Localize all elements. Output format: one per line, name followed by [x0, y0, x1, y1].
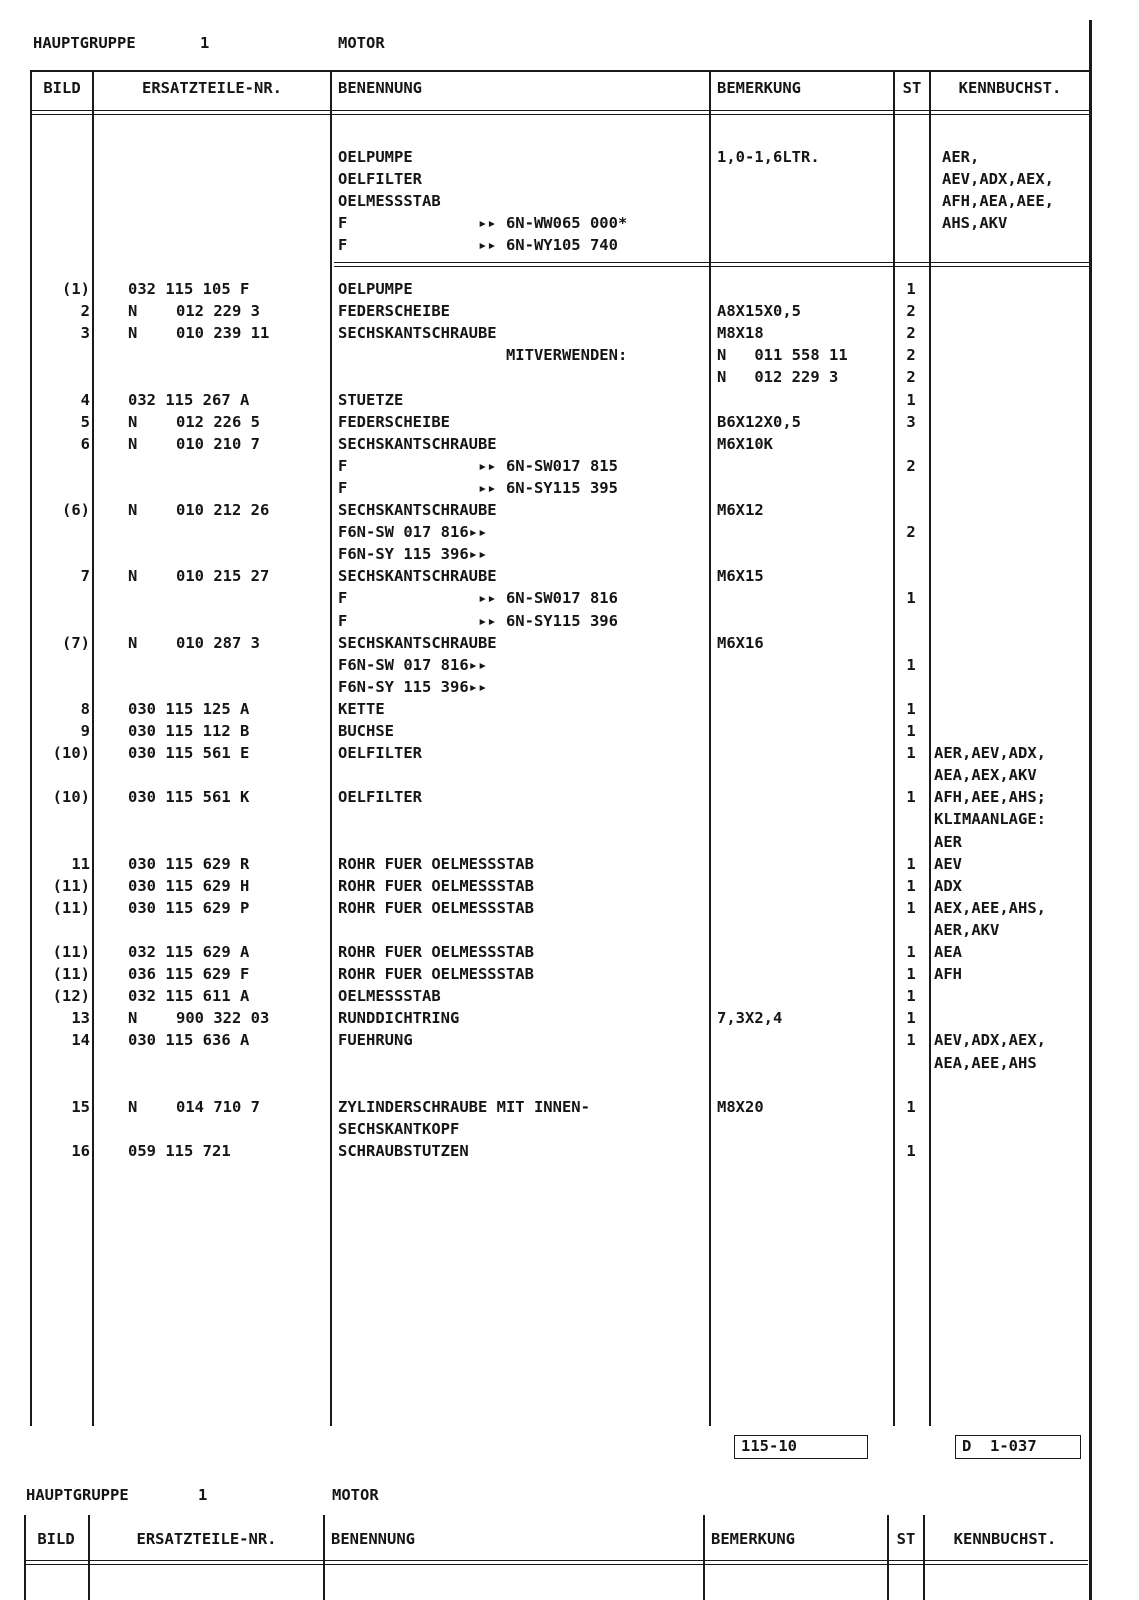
row-part-number: 036 115 629 F — [128, 965, 250, 984]
row-st: 2 — [906, 523, 916, 542]
col-header-kennbuchst: KENNBUCHST. — [958, 79, 1062, 97]
row-part-number: 012 229 3 — [176, 302, 260, 321]
row-n-marker: N — [128, 324, 138, 343]
repeat-col-divider-benennung — [703, 1515, 705, 1600]
row-benennung: F6N-SY 115 396▸▸ — [338, 677, 488, 696]
row-bemerkung: A8X15X0,5 — [717, 302, 801, 321]
row-part-number: 010 239 11 — [176, 324, 270, 343]
row-part-number: 030 115 561 K — [128, 788, 250, 807]
row-n-marker: N — [128, 501, 138, 519]
col-header-bild: BILD — [43, 79, 81, 97]
header-double-rule — [30, 110, 1090, 115]
page-ref-box: 115-10 — [734, 1435, 868, 1459]
col-header-st: ST — [902, 79, 922, 97]
row-bild: 5 — [80, 412, 90, 431]
row-bemerkung: M6X16 — [717, 633, 764, 652]
row-bild: 2 — [80, 302, 90, 321]
row-kennbuchst: AER,AEV,ADX, — [934, 744, 1046, 763]
row-benennung: F6N-SW 017 816▸▸ — [338, 523, 488, 542]
row-kennbuchst: KLIMAANLAGE: — [934, 810, 1046, 829]
row-part-number: 030 115 629 P — [128, 898, 250, 917]
row-bild: 4 — [80, 390, 90, 409]
row-st: 1 — [906, 1141, 916, 1160]
group-title: MOTOR — [338, 34, 385, 52]
row-st: 2 — [906, 456, 916, 475]
repeat-col-divider-st — [923, 1515, 925, 1600]
row-bild: 13 — [71, 1009, 90, 1028]
hauptgruppe-label: HAUPTGRUPPE — [33, 34, 136, 52]
col-divider-nr — [330, 70, 332, 1426]
row-benennung: OELFILTER — [338, 788, 422, 807]
repeat-col-header-bild: BILD — [37, 1530, 75, 1548]
row-benennung: ROHR FUER OELMESSSTAB — [338, 898, 534, 917]
row-part-number: 010 287 3 — [176, 633, 260, 652]
row-part-number: 030 115 125 A — [128, 699, 250, 718]
row-benennung: F ▸▸ 6N-SY115 396 — [338, 611, 618, 630]
row-kennbuchst: AEX,AEE,AHS, — [934, 898, 1046, 917]
row-part-number: 010 210 7 — [176, 434, 260, 453]
row-st: 3 — [906, 412, 916, 431]
row-st: 1 — [906, 1097, 916, 1116]
row-kennbuchst: AEA,AEE,AHS — [934, 1053, 1037, 1072]
row-benennung: RUNDDICHTRING — [338, 1009, 460, 1028]
row-st: 1 — [906, 390, 916, 409]
row-benennung: STUETZE — [338, 390, 404, 409]
col-divider-benennung — [709, 70, 711, 1426]
row-st: 1 — [906, 876, 916, 895]
row-st: 1 — [906, 788, 916, 807]
row-benennung: SECHSKANTKOPF — [338, 1119, 460, 1138]
hauptgruppe-number: 1 — [200, 34, 210, 52]
row-bild: (10) — [52, 788, 90, 807]
intro-kennbuchst-line: AFH,AEA,AEE, — [942, 192, 1054, 210]
repeat-col-divider-bemerkung — [887, 1515, 889, 1600]
col-divider-bild — [92, 70, 94, 1426]
row-bild: (7) — [62, 633, 90, 652]
row-benennung: F ▸▸ 6N-SY115 395 — [338, 478, 618, 497]
row-bild: 15 — [71, 1097, 90, 1116]
row-st: 1 — [906, 965, 916, 984]
row-st: 1 — [906, 699, 916, 718]
row-benennung: FUEHRUNG — [338, 1031, 413, 1050]
row-part-number: 032 115 267 A — [128, 390, 250, 409]
row-bild: 14 — [71, 1031, 90, 1050]
row-st: 1 — [906, 943, 916, 961]
row-bild: 9 — [80, 722, 90, 740]
row-benennung: FEDERSCHEIBE — [338, 412, 450, 431]
row-part-number: 032 115 629 A — [128, 943, 250, 961]
row-benennung: SECHSKANTSCHRAUBE — [338, 434, 497, 453]
intro-benennung-line: OELFILTER — [338, 170, 422, 188]
row-bild: (12) — [52, 987, 90, 1006]
repeat-col-header-benennung: BENENNUNG — [331, 1530, 415, 1548]
row-st: 1 — [906, 655, 916, 674]
row-benennung: OELFILTER — [338, 744, 422, 763]
row-bemerkung: M8X20 — [717, 1097, 764, 1116]
row-st: 1 — [906, 589, 916, 608]
intro-kennbuchst-line: AEV,ADX,AEX, — [942, 170, 1054, 188]
row-benennung: FEDERSCHEIBE — [338, 302, 450, 321]
row-benennung: MITVERWENDEN: — [338, 346, 628, 365]
row-bild: (11) — [52, 943, 90, 961]
intro-benennung-line: F ▸▸ 6N-WW065 000* — [338, 214, 628, 232]
row-bild: (10) — [52, 744, 90, 763]
row-kennbuchst: AFH — [934, 965, 962, 984]
row-kennbuchst: AEA,AEX,AKV — [934, 766, 1037, 785]
row-kennbuchst: AFH,AEE,AHS; — [934, 788, 1046, 807]
col-divider-st — [929, 70, 931, 1426]
row-st: 1 — [906, 854, 916, 873]
repeat-col-header-ersatzteile: ERSATZTEILE-NR. — [136, 1530, 277, 1548]
row-bemerkung: 7,3X2,4 — [717, 1009, 783, 1028]
row-benennung: F ▸▸ 6N-SW017 816 — [338, 589, 618, 608]
row-bemerkung: N 012 229 3 — [717, 368, 839, 387]
row-kennbuchst: AER,AKV — [934, 920, 1000, 939]
row-part-number: 059 115 721 — [128, 1141, 231, 1160]
row-n-marker: N — [128, 434, 138, 453]
row-kennbuchst: AEV — [934, 854, 962, 873]
row-st: 1 — [906, 1009, 916, 1028]
row-part-number: 900 322 03 — [176, 1009, 270, 1028]
table-top-rule — [30, 70, 1090, 72]
row-kennbuchst: AEV,ADX,AEX, — [934, 1031, 1046, 1050]
row-st: 1 — [906, 722, 916, 740]
row-part-number: 030 115 112 B — [128, 722, 250, 740]
row-benennung: KETTE — [338, 699, 385, 718]
row-bemerkung: M6X15 — [717, 567, 764, 586]
row-n-marker: N — [128, 633, 138, 652]
hauptgruppe-label-repeat: HAUPTGRUPPE — [26, 1486, 129, 1504]
row-benennung: ROHR FUER OELMESSSTAB — [338, 854, 534, 873]
row-part-number: 032 115 611 A — [128, 987, 250, 1006]
row-st: 1 — [906, 744, 916, 763]
row-bemerkung: M6X12 — [717, 501, 764, 519]
row-bemerkung: M8X18 — [717, 324, 764, 343]
row-part-number: 030 115 561 E — [128, 744, 250, 763]
intro-benennung-line: OELPUMPE — [338, 148, 413, 166]
row-st: 2 — [906, 346, 916, 365]
col-header-bemerkung: BEMERKUNG — [717, 79, 801, 97]
row-bild: (6) — [62, 501, 90, 519]
row-bild: 7 — [80, 567, 90, 586]
repeat-col-header-st: ST — [896, 1530, 916, 1548]
row-kennbuchst: ADX — [934, 876, 962, 895]
row-part-number: 014 710 7 — [176, 1097, 260, 1116]
row-st: 2 — [906, 302, 916, 321]
row-kennbuchst: AER — [934, 832, 962, 851]
row-bemerkung: M6X10K — [717, 434, 773, 453]
row-bild: (11) — [52, 898, 90, 917]
row-benennung: SECHSKANTSCHRAUBE — [338, 567, 497, 586]
row-bild: (11) — [52, 876, 90, 895]
row-benennung: SCHRAUBSTUTZEN — [338, 1141, 469, 1160]
row-bild: (1) — [62, 280, 90, 298]
row-n-marker: N — [128, 302, 138, 321]
row-part-number: 012 226 5 — [176, 412, 260, 431]
page-code-box: D 1-037 — [955, 1435, 1081, 1459]
row-bild: 16 — [71, 1141, 90, 1160]
row-benennung: OELMESSSTAB — [338, 987, 441, 1006]
row-part-number: 030 115 636 A — [128, 1031, 250, 1050]
row-bild: 6 — [80, 434, 90, 453]
col-header-ersatzteile: ERSATZTEILE-NR. — [142, 79, 282, 97]
row-bild: 8 — [80, 699, 90, 718]
repeat-col-divider-nr — [323, 1515, 325, 1600]
row-benennung: F6N-SY 115 396▸▸ — [338, 545, 488, 564]
row-benennung: F ▸▸ 6N-SW017 815 — [338, 456, 618, 475]
intro-kennbuchst-line: AER, — [942, 148, 980, 166]
group-title-repeat: MOTOR — [332, 1486, 379, 1504]
row-st: 1 — [906, 280, 916, 298]
row-bemerkung: N 011 558 11 — [717, 346, 848, 365]
row-bemerkung: B6X12X0,5 — [717, 412, 801, 431]
repeat-col-divider-bild — [88, 1515, 90, 1600]
row-st: 1 — [906, 1031, 916, 1050]
row-part-number: 032 115 105 F — [128, 280, 250, 298]
row-st: 1 — [906, 987, 916, 1006]
row-kennbuchst: AEA — [934, 943, 962, 961]
row-benennung: SECHSKANTSCHRAUBE — [338, 501, 497, 519]
row-part-number: 030 115 629 H — [128, 876, 250, 895]
repeat-col-header-bemerkung: BEMERKUNG — [711, 1530, 795, 1548]
intro-benennung-line: OELMESSSTAB — [338, 192, 441, 210]
row-bild: 3 — [80, 324, 90, 343]
row-benennung: ROHR FUER OELMESSSTAB — [338, 876, 534, 895]
row-part-number: 030 115 629 R — [128, 854, 250, 873]
intro-benennung-line: F ▸▸ 6N-WY105 740 — [338, 236, 618, 254]
row-st: 2 — [906, 324, 916, 343]
intro-kennbuchst-line: AHS,AKV — [942, 214, 1008, 232]
row-benennung: BUCHSE — [338, 722, 394, 740]
repeat-col-header-kennbuchst: KENNBUCHST. — [953, 1530, 1057, 1548]
hauptgruppe-number-repeat: 1 — [198, 1486, 208, 1504]
repeat-col-divider-left — [24, 1515, 26, 1600]
row-bild: (11) — [52, 965, 90, 984]
row-benennung: SECHSKANTSCHRAUBE — [338, 633, 497, 652]
row-n-marker: N — [128, 412, 138, 431]
row-benennung: OELPUMPE — [338, 280, 413, 298]
row-part-number: 010 212 26 — [176, 501, 270, 519]
repeat-header-double-rule — [24, 1560, 1088, 1565]
col-header-benennung: BENENNUNG — [338, 79, 422, 97]
col-divider-right — [1089, 20, 1092, 1600]
row-part-number: 010 215 27 — [176, 567, 270, 586]
row-benennung: ROHR FUER OELMESSSTAB — [338, 943, 534, 961]
row-benennung: SECHSKANTSCHRAUBE — [338, 324, 497, 343]
intro-bemerkung: 1,0-1,6LTR. — [717, 148, 820, 166]
row-benennung: F6N-SW 017 816▸▸ — [338, 655, 488, 674]
row-bild: 11 — [71, 854, 90, 873]
row-benennung: ZYLINDERSCHRAUBE MIT INNEN- — [338, 1097, 590, 1116]
row-st: 2 — [906, 368, 916, 387]
row-n-marker: N — [128, 567, 138, 586]
row-n-marker: N — [128, 1009, 138, 1028]
row-n-marker: N — [128, 1097, 138, 1116]
row-st: 1 — [906, 898, 916, 917]
row-benennung: ROHR FUER OELMESSSTAB — [338, 965, 534, 984]
intro-double-rule — [334, 262, 1090, 267]
